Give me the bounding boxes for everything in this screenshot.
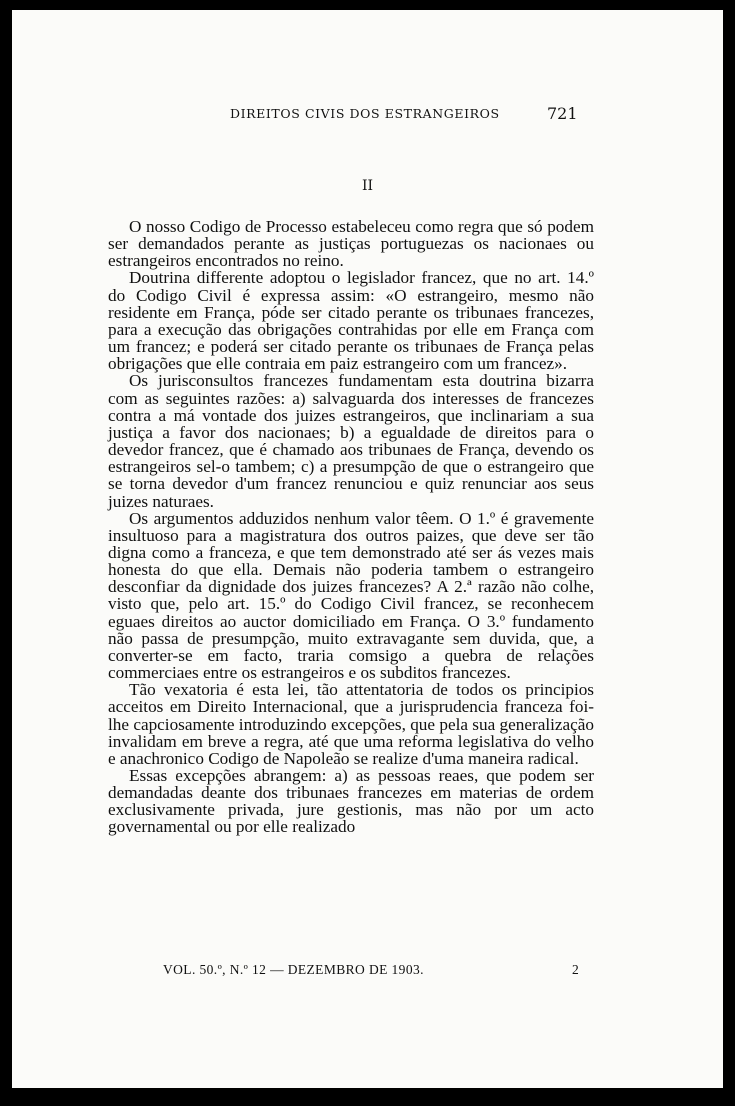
paragraph: Os jurisconsultos francezes fundamentam esta doutrina bizarra com as seguintes razões: a) salvaguarda dos interesses de francezes contra a má vontade dos juizes estrangeiros, que inclinariam a sua justiça a favor dos nacionaes; b) a egualdade de direitos para o devedor francez, que é chamado aos tribunaes de França, devendo os estrangeiros sel-o tambem; c) a presumpção de que o estrangeiro que se torna devedor d'um francez renunciou e quiz renunciar aos seus juizes naturaes.: [108, 371, 594, 511]
paragraph: O nosso Codigo de Processo estabeleceu como regra que só podem ser demandados perante as justiças portuguezas os nacionaes ou estrangeiros encontrados no reino.: [108, 217, 594, 271]
paragraph: Os argumentos adduzidos nenhum valor têem. O 1.º é gravemente insultuoso para a magistratura dos outros paizes, que deve ser tão digna como a franceza, e que tem demonstrado até ser ás vezes mais honesta do que ella. Demais não poderia tambem o estrangeiro desconfiar da dignidade dos juizes francezes? A 2.ª razão não colhe, visto que, pelo art. 15.º do Codigo Civil francez, se reconhecem eguaes direitos ao auctor domiciliado em França. O 3.º fundamento não passa de presumpção, muito extravagante sem duvida, que, a converter-se em facto, traria comsigo a quebra de relações commerciaes entre os estrangeiros e os subditos francezes.: [108, 508, 594, 683]
volume-line: VOL. 50.º, N.º 12 — DEZEMBRO DE 1903.: [163, 962, 424, 977]
paragraph: Doutrina differente adoptou o legislador francez, que no art. 14.º do Codigo Civil é expressa assim: «O estrangeiro, mesmo não residente em França, póde ser citado perante os tribunaes francezes, para a execução das obrigações contrahidas por elle em França com um francez; e poderá ser citado perante os tribunaes de França pelas obrigações que elle contraia em paiz estrangeiro com um francez».: [108, 268, 594, 374]
page-number: 721: [547, 104, 578, 123]
paragraph: Tão vexatoria é esta lei, tão attentatoria de todos os principios acceitos em Direito Internacional, que a jurisprudencia franceza foi-lhe capciosamente introduzindo excepções, que pela sua generalização invalidam em breve a regra, até que uma reforma legislativa do velho e anachronico Codigo de Napoleão se realize d'uma maneira radical.: [108, 680, 594, 768]
running-title: DIREITOS CIVIS DOS ESTRANGEIROS: [230, 106, 500, 121]
paragraph: Essas excepções abrangem: a) as pessoas reaes, que podem ser demandadas deante dos tribunaes francezes em materias de ordem exclusivamente privada, jure gestionis, mas não por um acto governamental ou por elle realizado: [108, 766, 594, 837]
document-page: [12, 10, 723, 1096]
section-heading: II: [361, 178, 374, 194]
signature-mark: 2: [572, 962, 579, 977]
body-text: [108, 218, 594, 836]
